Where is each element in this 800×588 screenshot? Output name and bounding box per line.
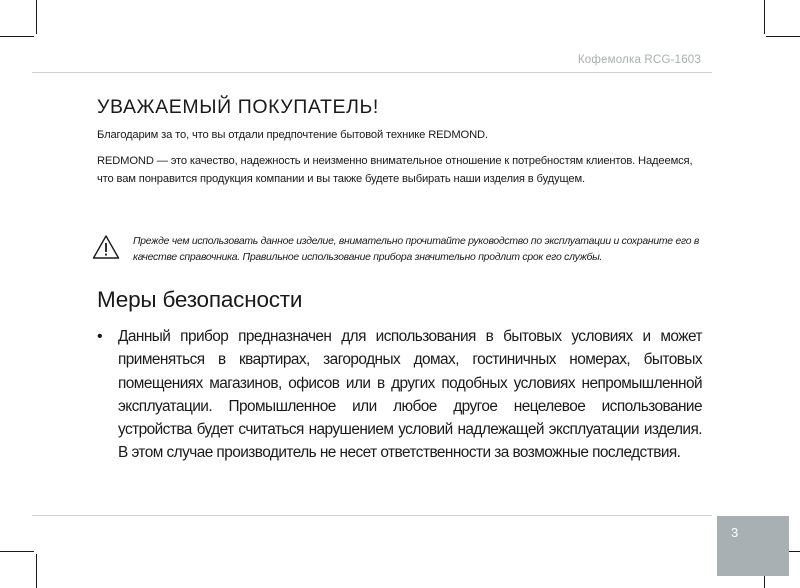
- page-number-box: [717, 516, 789, 576]
- footer-rule: [32, 515, 712, 516]
- header-rule: [32, 72, 712, 73]
- bullet-icon: •: [97, 328, 103, 345]
- crop-mark-top-right-vertical: [764, 0, 765, 34]
- intro-paragraph: Благодарим за то, что вы отдали предпочтение бытовой технике REDMOND.: [97, 129, 488, 141]
- crop-mark-bottom-left-vertical: [36, 554, 37, 588]
- list-item: [97, 325, 702, 465]
- crop-mark-bottom-left-horizontal: [0, 551, 34, 552]
- warning-triangle-icon: [92, 234, 120, 260]
- intro-paragraph: REDMOND — это качество, надежность и неизменно внимательное отношение к потребностям клиентов. Надеемся, что вам понравится продукция компании и вы также будете выбирать наши изделия в будущем.: [97, 155, 693, 185]
- crop-mark-top-left-vertical: [36, 0, 37, 34]
- warning-text: Прежде чем использовать данное изделие, внимательно прочитайте руководство по эксплуатации и сохраните его в качестве справочника. Правильное использование прибора значительно продлит срок его службы.: [133, 236, 700, 263]
- greeting-title: УВАЖАЕМЫЙ ПОКУПАТЕЛЬ!: [97, 96, 379, 118]
- header-product-title: Кофемолка RCG-1603: [577, 54, 701, 66]
- page-number: 3: [731, 525, 739, 540]
- crop-mark-top-left-horizontal: [0, 36, 34, 37]
- crop-mark-top-right-horizontal: [766, 36, 800, 37]
- safety-section-title: Меры безопасности: [97, 287, 303, 312]
- safety-item-text: Данный прибор предназначен для использования в бытовых условиях и может применяться в квартирах, загородных домах, гостиничных номерах, бытовых помещениях магазинов, офисов или в других подобных условиях непромышленной эксплуатации. Промышленное или любое другое нецелевое использование устройства будет считаться нарушением условий надлежащей эксплуатации изделия. В этом случае производитель не несет ответственности за возможные последствия.: [118, 328, 702, 462]
